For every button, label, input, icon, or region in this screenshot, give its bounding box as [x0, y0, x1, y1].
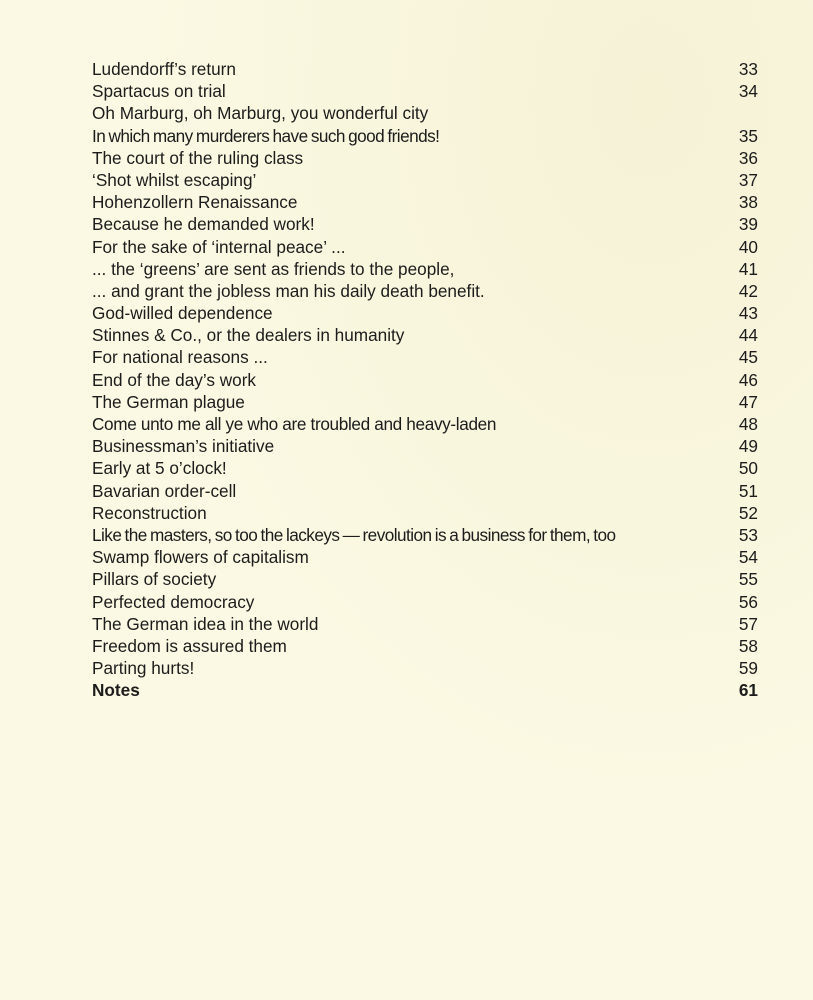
toc-entry — [92, 369, 758, 391]
toc-entry-page: 36 — [738, 147, 758, 168]
toc-entry-page: 51 — [738, 480, 758, 501]
toc-entry-page: 44 — [738, 325, 758, 346]
toc-entry — [92, 480, 758, 502]
toc-entry-title: The German idea in the world — [92, 613, 319, 634]
toc-entry-title: ... the ‘greens’ are sent as friends to the people, — [92, 258, 455, 279]
toc-entry-title: God-willed dependence — [92, 303, 273, 324]
toc-entry-page: 40 — [738, 236, 758, 257]
toc-entry-page: 34 — [738, 81, 758, 102]
toc-entry-page: 42 — [738, 280, 758, 301]
toc-entry-page: 53 — [738, 524, 758, 545]
toc-entry-page: 37 — [738, 169, 758, 190]
toc-entry-page: 54 — [738, 547, 758, 568]
toc-entry-page: 47 — [738, 391, 758, 412]
toc-entry — [92, 169, 758, 191]
toc-entry-page: 41 — [738, 258, 758, 279]
toc-entry-page: 49 — [738, 436, 758, 457]
toc-entry — [92, 524, 758, 546]
toc-entry — [92, 213, 758, 235]
toc-entry-page: 48 — [738, 414, 758, 434]
toc-entry-title: ... and grant the jobless man his daily death benefit. — [92, 280, 485, 301]
toc-entry-title: For national reasons ... — [92, 347, 268, 368]
toc-entry — [92, 435, 758, 457]
toc-entry-title: Early at 5 o’clock! — [92, 458, 227, 479]
toc-entry — [92, 236, 758, 258]
toc-entry — [92, 613, 758, 635]
toc-entry-page: 39 — [738, 214, 758, 235]
toc-entry-title: End of the day’s work — [92, 369, 257, 390]
table-of-contents — [92, 58, 758, 701]
toc-entry-page: 61 — [738, 680, 758, 701]
toc-entry — [92, 258, 758, 280]
toc-entry-page: 55 — [738, 569, 758, 590]
toc-entry-page: 43 — [738, 303, 758, 324]
toc-entry — [92, 147, 758, 169]
toc-entry-title: For the sake of ‘internal peace’ ... — [92, 236, 346, 257]
toc-entry-title: The German plague — [92, 391, 245, 412]
toc-entry-title: Spartacus on trial — [92, 81, 226, 102]
toc-entry-title: Pillars of society — [92, 569, 217, 590]
toc-entry-page: 58 — [738, 635, 758, 656]
toc-entry-title: Bavarian order-cell — [92, 480, 237, 501]
toc-entry-title: In which many murderers have such good friends! — [92, 125, 440, 146]
toc-entry — [92, 502, 758, 524]
toc-entry — [92, 391, 758, 413]
toc-entry-page: 35 — [738, 125, 758, 146]
toc-entry — [92, 346, 758, 368]
toc-entry — [92, 568, 758, 590]
toc-entry-title: Notes — [92, 680, 140, 701]
toc-entry-page: 57 — [738, 613, 758, 634]
toc-entry-notes — [92, 679, 758, 701]
toc-entry — [92, 302, 758, 324]
toc-entry-page: 38 — [738, 192, 758, 213]
toc-entry — [92, 635, 758, 657]
toc-entry-page: 56 — [738, 591, 758, 612]
toc-entry-page: 33 — [738, 59, 758, 79]
toc-entry-page: 46 — [738, 369, 758, 390]
toc-entry-title: Stinnes & Co., or the dealers in humanity — [92, 325, 405, 346]
toc-entry — [92, 102, 758, 124]
toc-entry — [92, 657, 758, 679]
toc-entry-page: 52 — [738, 502, 758, 523]
toc-entry-title: The court of the ruling class — [92, 147, 304, 168]
toc-entry — [92, 191, 758, 213]
toc-entry — [92, 413, 758, 435]
toc-entry-title: Businessman’s initiative — [92, 436, 275, 457]
toc-entry-title: Swamp flowers of capitalism — [92, 547, 309, 568]
toc-entry-title: Perfected democracy — [92, 591, 255, 612]
toc-entry — [92, 324, 758, 346]
toc-entry-title: Parting hurts! — [92, 658, 195, 679]
toc-entry-title: Hohenzollern Renaissance — [92, 192, 298, 213]
toc-entry-title: Freedom is assured them — [92, 635, 287, 656]
toc-entry — [92, 591, 758, 613]
toc-entry-title: ‘Shot whilst escaping’ — [92, 169, 257, 190]
toc-entry — [92, 80, 758, 102]
toc-entry — [92, 125, 758, 147]
toc-entry-title: Ludendorff’s return — [92, 59, 236, 79]
toc-entry-title: Oh Marburg, oh Marburg, you wonderful city — [92, 103, 429, 124]
toc-entry — [92, 457, 758, 479]
toc-entry — [92, 280, 758, 302]
toc-entry-title: Reconstruction — [92, 502, 207, 523]
toc-entry-page: 45 — [738, 347, 758, 368]
toc-entry-title: Like the masters, so too the lackeys — revolution is a business for them, too — [92, 524, 616, 545]
toc-entry-page: 59 — [738, 658, 758, 679]
toc-entry-title: Because he demanded work! — [92, 214, 315, 235]
toc-entry — [92, 546, 758, 568]
toc-entry — [92, 58, 758, 80]
toc-entry-title: Come unto me all ye who are troubled and heavy-laden — [92, 414, 497, 434]
toc-entry-page: 50 — [738, 458, 758, 479]
